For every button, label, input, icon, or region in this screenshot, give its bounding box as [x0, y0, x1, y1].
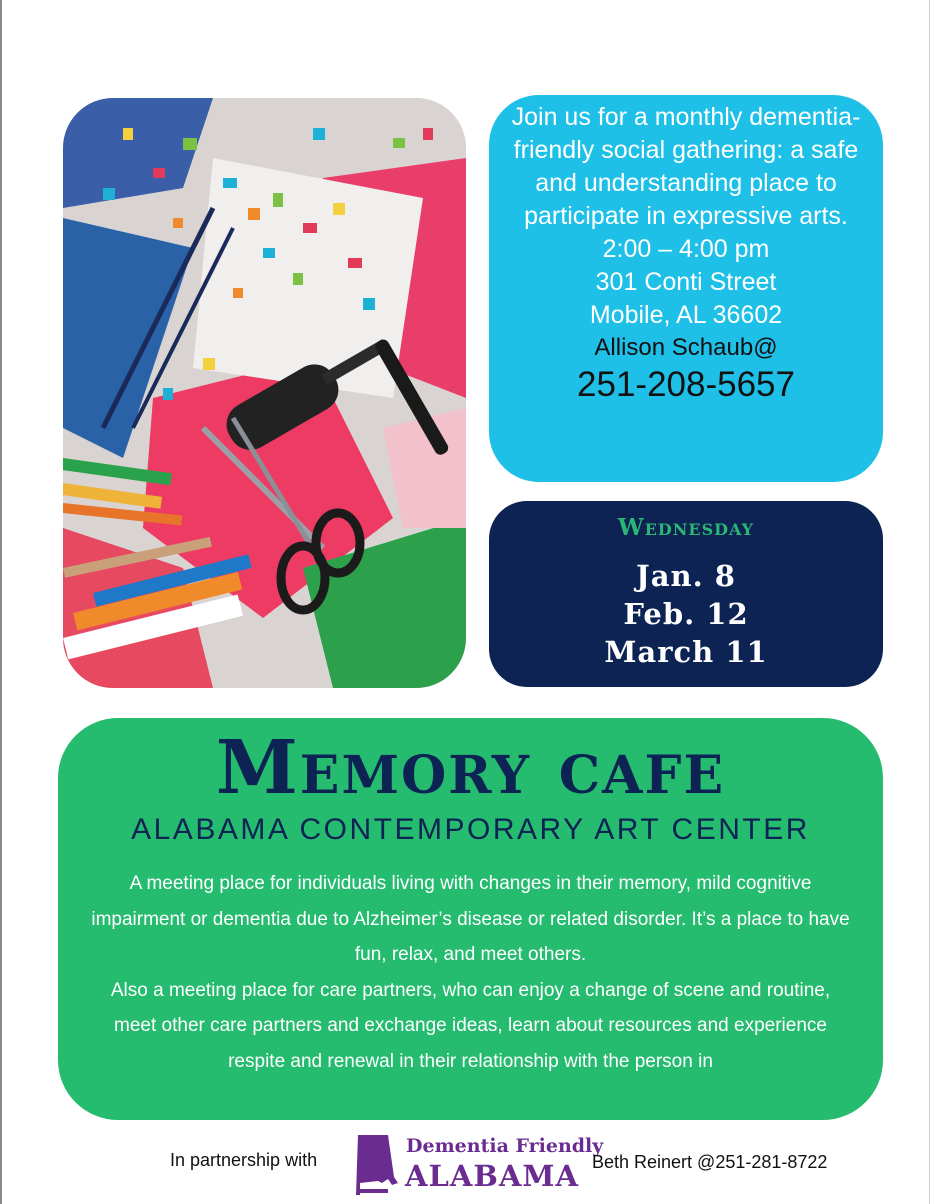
date-item: Jan. 8: [636, 559, 736, 593]
event-contact: Allison Schaub@: [594, 334, 778, 361]
logo-line-1: Dementia Friendly: [406, 1135, 604, 1157]
description-box: [58, 718, 883, 1120]
date-item: Feb. 12: [623, 597, 749, 631]
event-street: 301 Conti Street: [595, 268, 777, 296]
alabama-state-icon: [352, 1133, 402, 1198]
weekday-label: Wednesday: [617, 514, 755, 541]
page-title: Memory cafe: [215, 725, 726, 811]
description-paragraph: A meeting place for individuals living with changes in their memory, mild cognitive impairment or dementia due to Alzheimer’s disease or related disorder. It’s a place to have fun, relax, and meet others.: [91, 873, 850, 965]
event-time: 2:00 – 4:00 pm: [602, 235, 770, 263]
logo-line-2: ALABAMA: [405, 1159, 580, 1193]
description-paragraph: Also a meeting place for care partners, who can enjoy a change of scene and routine, meet other care partners and exchange ideas, learn about resources and experience respite and renewal in their relationship with the person in: [110, 979, 831, 1072]
event-intro: Join us for a monthly dementia-friendly social gathering: a safe and understanding place to participate in expressive arts.: [511, 103, 861, 230]
venue-subtitle: ALABAMA CONTEMPORARY ART CENTER: [131, 813, 810, 846]
date-item: March 11: [604, 635, 768, 669]
art-supplies-photo: [63, 98, 466, 688]
dementia-friendly-alabama-logo: [352, 1133, 604, 1198]
event-phone: 251-208-5657: [577, 365, 795, 404]
event-city: Mobile, AL 36602: [589, 301, 783, 329]
partnership-label: In partnership with: [170, 1150, 318, 1170]
event-info-box: [489, 95, 883, 482]
page-border-left: [0, 0, 2, 1204]
footer-contact: Beth Reinert @251-281-8722: [592, 1152, 828, 1172]
page-border-right: [929, 0, 930, 1204]
dates-box: [489, 501, 883, 687]
